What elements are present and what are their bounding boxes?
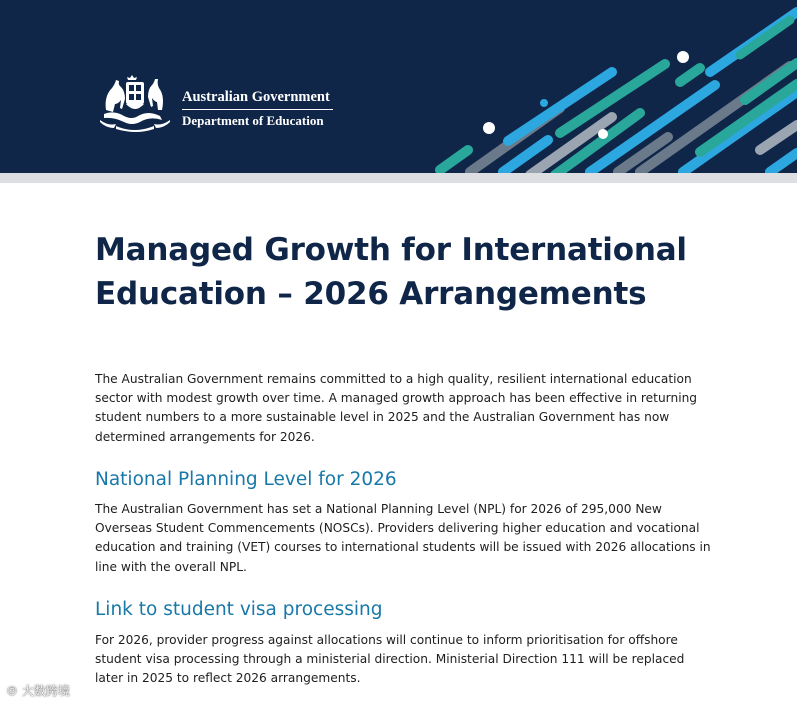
dot — [598, 129, 608, 139]
document-title: Managed Growth for International Education – 2026 Arrangements — [95, 232, 687, 312]
watermark — [6, 683, 70, 699]
stripe — [680, 68, 700, 82]
header-banner — [0, 0, 797, 173]
intro-paragraph: The Australian Government remains committed to a high quality, resilient international education sector with modest growth over time. A managed growth approach has been effective in returning student numbers to a more sustainable level in 2025 and the Australian Government has now determined arrangements for 2026. — [95, 372, 698, 444]
dot — [540, 99, 548, 107]
dot — [677, 51, 689, 63]
banner-bottom-strip — [0, 173, 797, 183]
section-heading-npl: National Planning Level for 2026 — [95, 469, 397, 490]
section-body-npl: The Australian Government has set a National Planning Level (NPL) for 2026 of 295,000 New Overseas Student Commencements (NOSCs). Providers delivering higher education and vocational education and training (VET) courses to international students will be issued with 2026 allocations in line with the overall NPL. — [95, 502, 711, 574]
stripe — [440, 150, 468, 170]
stripe — [740, 20, 790, 55]
stripe — [760, 125, 797, 150]
watermark-logo-icon: ℗ — [6, 684, 22, 698]
stripe — [770, 153, 797, 172]
section-body-visa: For 2026, provider progress against allocations will continue to inform prioritisation for offshore student visa processing through a ministerial direction. Ministerial Direction 111 will be replaced later in 2025 to reflect 2026 arrangements. — [95, 633, 685, 686]
watermark-text: 大数跨境 — [21, 684, 70, 698]
department-name: Department of Education — [182, 113, 324, 128]
dot — [483, 122, 495, 134]
logo-divider — [182, 109, 333, 110]
section-heading-visa: Link to student visa processing — [95, 599, 383, 620]
government-name: Australian Government — [182, 89, 330, 105]
coat-of-arms-icon — [96, 74, 174, 132]
